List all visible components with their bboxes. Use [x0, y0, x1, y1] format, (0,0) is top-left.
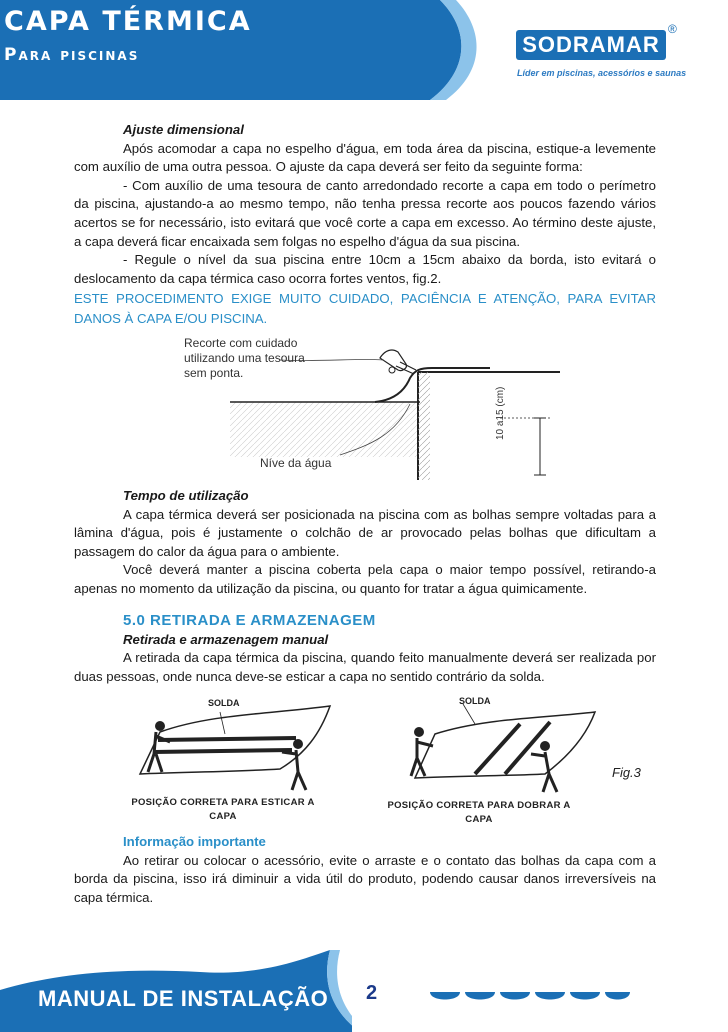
- fig2-label-cut-2: utilizando uma tesoura: [184, 351, 305, 365]
- fig3-caption-left: [128, 797, 318, 822]
- section-ajuste-dimensional: [74, 121, 656, 328]
- paragraph: Após acomodar a capa no espelho d'água, em toda área da piscina, estique-a levemente com auxílio de uma outra pessoa. O ajuste da capa deverá ser feito da seguinte forma:: [74, 140, 656, 175]
- caption-line: CAPA: [209, 811, 237, 822]
- section-retirada: [74, 612, 656, 686]
- heading-informacao: Informação importante: [123, 834, 266, 849]
- warning-text: ESTE PROCEDIMENTO EXIGE MUITO CUIDADO, PACIÊNCIA E ATENÇÃO, PARA EVITAR DANOS À CAPA E/OU PISCINA.: [74, 291, 656, 326]
- page-number: 2: [366, 982, 378, 1004]
- fig3-solda-right: SOLDA: [459, 696, 491, 706]
- fig2-label-water: Níve da água: [260, 456, 332, 470]
- fig2-label-cut-1: Recorte com cuidado: [184, 336, 298, 350]
- paragraph: - Com auxílio de uma tesoura de canto arredondado recorte a capa em todo o perímetro da piscina, ajustando-a ao mesmo tempo, não tenha pressa recorte aos poucos fazendo vários acertos se for necessário, isto evitará que você corte a capa em excesso. Ao término deste ajuste, a capa deverá ficar encaixada sem folgas no espelho d'água da sua piscina.: [74, 177, 656, 249]
- fold-cover-illustration: [395, 694, 615, 814]
- caption-line: POSIÇÃO CORRETA PARA DOBRAR A: [387, 800, 571, 811]
- figure-3-right: [395, 694, 615, 814]
- paragraph: Você deverá manter a piscina coberta pela capa o maior tempo possível, retirando-a apenas no momento da utilização da piscina, ou quanto for tratar a água quimicamente.: [74, 562, 656, 596]
- heading-retirada: Retirada e armazenagem manual: [123, 631, 329, 647]
- fig2-label-cut-3: sem ponta.: [184, 366, 244, 380]
- paragraph: A capa térmica deverá ser posicionada na piscina com as bolhas sempre voltadas para a lâmina d'água, pois é justamente o colchão de ar provocado pelas bolhas que dificultam a passagem do calor da água para o ambiente.: [74, 506, 656, 559]
- heading-tempo: Tempo de utilização: [123, 488, 249, 503]
- caption-line: CAPA: [465, 814, 493, 825]
- fig3-solda-left: SOLDA: [208, 698, 240, 708]
- page-header: [0, 0, 728, 100]
- fig3-caption-right: [384, 800, 574, 825]
- paragraph: A retirada da capa térmica da piscina, quando feito manualmente deverá ser realizada por duas pessoas, onde nunca deve-se esticar a capa no sentido contrário da solda.: [74, 650, 656, 684]
- paragraph: Ao retirar ou colocar o acessório, evite o arraste e o contato das bolhas da capa com a borda da piscina, isso irá diminuir a vida útil do produto, podendo causar danos irreversíveis na capa térmica.: [74, 852, 656, 905]
- caption-line: POSIÇÃO CORRETA PARA ESTICAR A: [131, 797, 315, 808]
- fig2-label-dimension: 10 a15 (cm): [495, 386, 506, 440]
- section-tempo-utilizacao: [74, 487, 656, 599]
- figure-2-cut-diagram: [170, 330, 560, 480]
- paragraph: - Regule o nível da sua piscina entre 10cm a 15cm abaixo da borda, isto evitará o deslocamento da capa térmica caso ocorra fortes ventos, fig.2.: [74, 252, 656, 286]
- section-informacao: [74, 833, 656, 907]
- page-footer: [0, 950, 728, 1032]
- heading-ajuste: Ajuste dimensional: [123, 122, 244, 137]
- brand-logo: SODRAMAR: [516, 30, 666, 60]
- fig3-label: Fig.3: [612, 765, 641, 780]
- brand-tagline: Líder em piscinas, acessórios e saunas: [517, 68, 687, 78]
- document-subtitle: Para piscinas: [4, 45, 140, 65]
- document-title: CAPA TÉRMICA: [4, 6, 252, 37]
- footer-title: MANUAL DE INSTALAÇÃO: [38, 986, 329, 1011]
- section-title: 5.0 RETIRADA E ARMAZENAGEM: [123, 612, 376, 629]
- registered-mark: ®: [668, 22, 677, 36]
